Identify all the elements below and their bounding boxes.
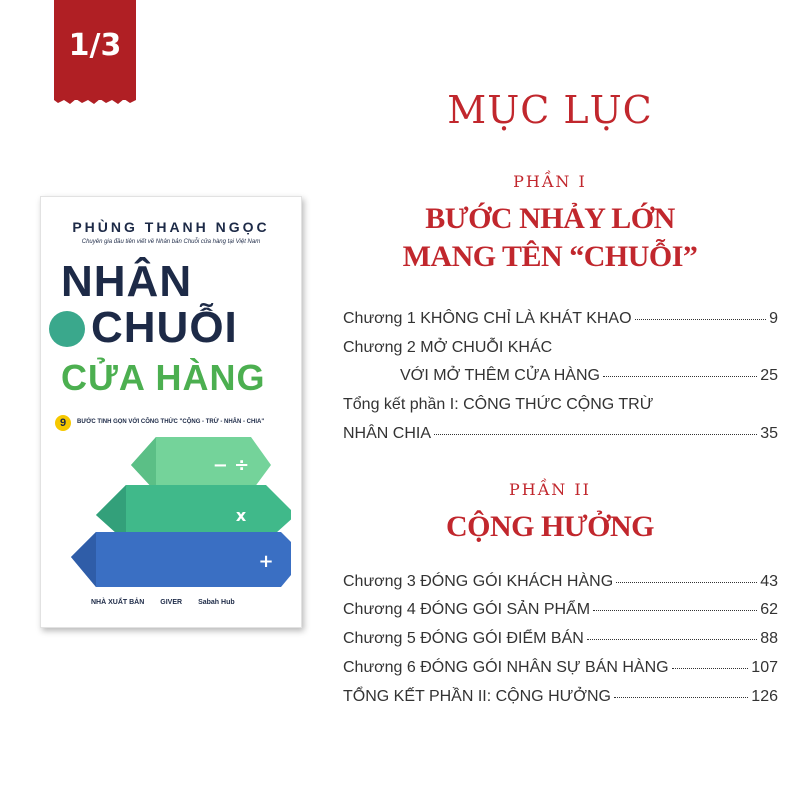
toc-entry[interactable] (343, 630, 778, 648)
pyramid-symbol-bottom: + (258, 551, 274, 572)
page-indicator-tag (54, 0, 136, 100)
dotted-leader (614, 697, 748, 698)
pyramid-symbol-top: − ÷ (212, 455, 250, 476)
dotted-leader (587, 639, 757, 640)
pyramid-tier-bottom-side (71, 532, 96, 587)
publisher-2: GIVER (160, 599, 183, 606)
pyramid-illustration (71, 437, 291, 587)
toc-title: MỤC LỤC (447, 88, 653, 132)
dotted-leader (635, 319, 767, 320)
dotted-leader (616, 582, 757, 583)
toc-entry-page: 43 (760, 573, 778, 590)
toc-entry[interactable] (343, 310, 778, 328)
toc-entry-page: 9 (769, 310, 778, 327)
cover-publishers (91, 599, 235, 606)
toc-entry-text: Chương 5 ĐÓNG GÓI ĐIỂM BÁN (343, 630, 584, 647)
toc-entry[interactable] (343, 659, 778, 677)
toc-entry-text: Chương 6 ĐÓNG GÓI NHÂN SỰ BÁN HÀNG (343, 659, 669, 676)
toc-entry[interactable] (343, 396, 653, 414)
toc-entry[interactable] (343, 688, 778, 706)
publisher-1: NHÀ XUẤT BẢN (91, 599, 145, 606)
cover-number-badge: 9 (55, 415, 71, 431)
toc-entry-page: 25 (760, 367, 778, 384)
book-cover (40, 196, 302, 628)
cover-subtitle: BƯỚC TINH GỌN VỚI CÔNG THỨC "CỘNG - TRỪ - NHÂN - CHIA" (77, 419, 265, 425)
cover-teal-dot (49, 311, 85, 347)
torn-edge-decoration (54, 96, 136, 104)
toc-entry-page: 62 (760, 601, 778, 618)
cover-author: PHÙNG THANH NGỌC (72, 219, 270, 235)
toc-entry-text: Chương 4 ĐÓNG GÓI SẢN PHẨM (343, 601, 591, 618)
dotted-leader (672, 668, 749, 669)
cover-title-line2: CHUỖI (91, 303, 238, 352)
publisher-3: Sabah Hub (198, 599, 235, 606)
toc-entry-text: Tổng kết phần I: CÔNG THỨC CỘNG TRỪ (343, 396, 654, 413)
toc-entry-text: Chương 3 ĐÓNG GÓI KHÁCH HÀNG (343, 573, 614, 590)
cover-title-line3: CỬA HÀNG (61, 357, 266, 398)
part1-title-line2: MANG TÊN “CHUỖI” (402, 240, 698, 273)
part2-title: CỘNG HƯỞNG (445, 510, 655, 543)
page-indicator: 1/3 (68, 28, 122, 63)
toc-entry-text: VỚI MỞ THÊM CỬA HÀNG (400, 367, 600, 384)
toc-entry[interactable] (343, 573, 778, 591)
toc-entry-text: TỔNG KẾT PHẦN II: CỘNG HƯỞNG (343, 688, 611, 705)
toc-entry-page: 107 (751, 659, 778, 676)
cover-title-line1: NHÂN (61, 257, 193, 306)
part1-label: PHẦN I (513, 172, 587, 191)
toc-entry[interactable] (343, 601, 778, 619)
toc-entry-text: Chương 1 KHÔNG CHỈ LÀ KHÁT KHAO (343, 310, 632, 327)
toc-entry[interactable] (343, 425, 778, 443)
pyramid-symbol-middle: x (235, 506, 247, 525)
toc-entry-text: Chương 2 MỞ CHUỖI KHÁC (343, 339, 553, 356)
toc-entry[interactable] (400, 367, 778, 385)
toc-entry-page: 126 (751, 688, 778, 705)
toc-entry-text: NHÂN CHIA (343, 425, 432, 442)
part1-title-line1: BƯỚC NHẢY LỚN (425, 202, 675, 235)
cover-tagline: Chuyên gia đầu tiên viết về Nhân bản Chuỗi cửa hàng tại Việt Nam (81, 239, 261, 245)
toc-entry-page: 88 (760, 630, 778, 647)
pyramid-tier-top-side (131, 437, 156, 492)
dotted-leader (434, 434, 757, 435)
dotted-leader (593, 610, 757, 611)
toc-entry[interactable] (343, 339, 552, 357)
part2-label: PHẦN II (509, 480, 591, 499)
toc-entry-page: 35 (760, 425, 778, 442)
dotted-leader (603, 376, 757, 377)
